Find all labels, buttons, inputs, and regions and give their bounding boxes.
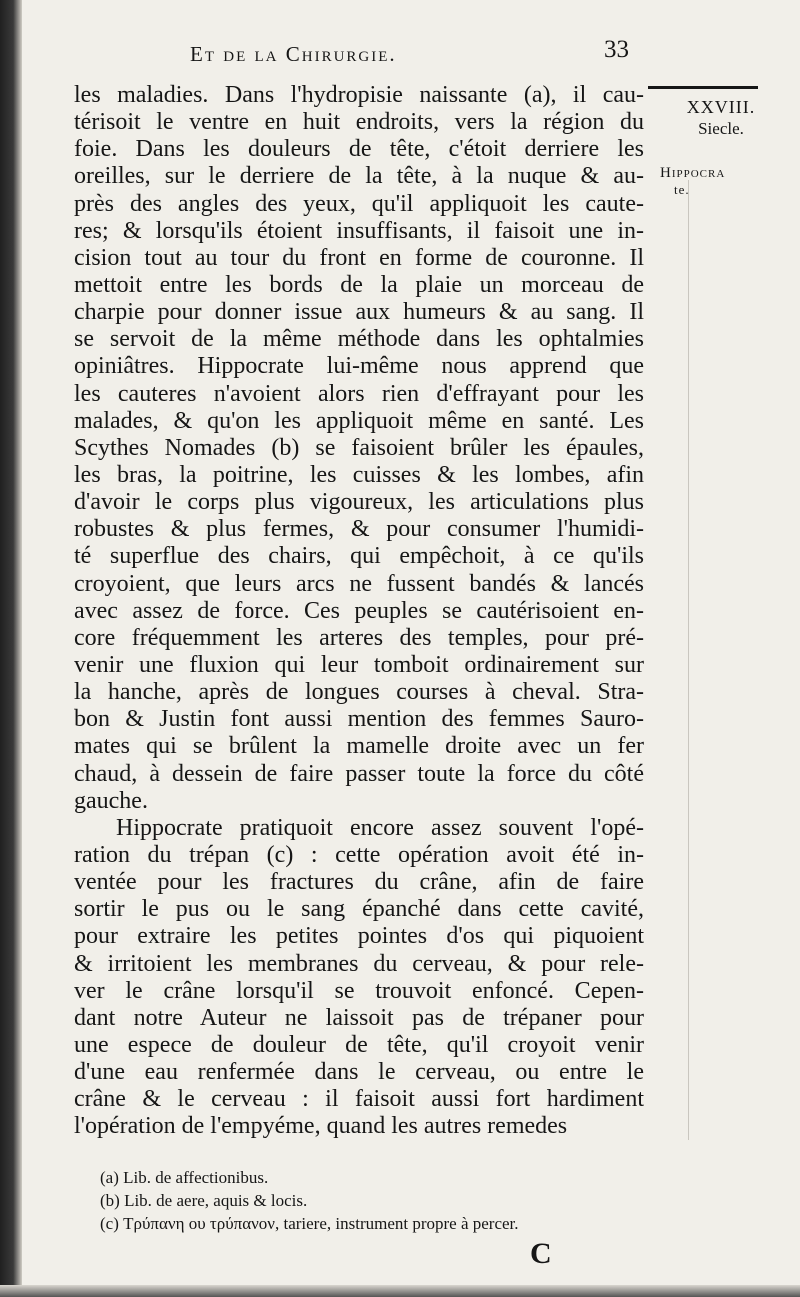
text-line: la hanche, après de longues courses à cheval. Stra- xyxy=(74,679,644,706)
text-line: pour extraire les petites pointes d'os qui piquoient xyxy=(74,923,644,950)
text-line: chaud, à dessein de faire passer toute la force du côté xyxy=(74,760,644,787)
margin-subject: Hippocra xyxy=(660,165,726,181)
text-line: opiniâtres. Hippocrate lui-même nous apprend que xyxy=(74,353,644,380)
body-text xyxy=(74,82,644,1140)
text-line: venir une fluxion qui leur tomboit ordinairement sur xyxy=(74,651,644,678)
text-line: crâne & le cerveau : il faisoit aussi fort hardiment xyxy=(74,1086,644,1113)
text-line: une espece de douleur de tête, qu'il croyoit venir xyxy=(74,1031,644,1058)
text-line: ventée pour les fractures du crâne, afin de faire xyxy=(74,869,644,896)
text-line: ration du trépan (c) : cette opération avoit été in- xyxy=(74,841,644,868)
text-line: près des angles des yeux, qu'il appliquoit les caute- xyxy=(74,190,644,217)
text-line: les maladies. Dans l'hydropisie naissante (a), il cau- xyxy=(74,82,644,108)
page-fold-line xyxy=(688,180,689,1140)
signature-mark: C xyxy=(530,1237,552,1270)
text-line: d'une eau renfermée dans le cerveau, ou entre le xyxy=(74,1059,644,1086)
text-line: bon & Justin font aussi mention des femmes Sauro- xyxy=(74,706,644,733)
running-title: Et de la Chirurgie. xyxy=(190,42,397,66)
margin-century: XXVIII. xyxy=(686,97,756,117)
text-line: les cauteres n'avoient alors rien d'effrayant pour les xyxy=(74,380,644,407)
footnote: (c) Τρύπανη ου τρύπανον, tariere, instrument propre à percer. xyxy=(100,1214,519,1233)
text-line: res; & lorsqu'ils étoient insuffisants, il faisoit une in- xyxy=(74,217,644,244)
margin-rule xyxy=(648,86,758,89)
scan-left-edge xyxy=(0,0,22,1297)
text-line: avec assez de force. Ces peuples se cautérisoient en- xyxy=(74,597,644,624)
text-line: oreilles, sur le derriere de la tête, à la nuque & au- xyxy=(74,163,644,190)
text-line: malades, & qu'on les appliquoit même en santé. Les xyxy=(74,407,644,434)
text-line: Hippocrate pratiquoit encore assez souvent l'opé- xyxy=(116,814,644,841)
text-line: charpie pour donner issue aux humeurs & au sang. Il xyxy=(74,299,644,326)
text-line: core fréquemment les arteres des temples, pour pré- xyxy=(74,624,644,651)
text-line: Scythes Nomades (b) se faisoient brûler les épaules, xyxy=(74,434,644,461)
page-header xyxy=(0,36,800,76)
text-line: térisoit le ventre en huit endroits, vers la région du xyxy=(74,109,644,136)
text-line: dant notre Auteur ne laissoit pas de trépaner pour xyxy=(74,1004,644,1031)
margin-subject-continued: te. xyxy=(674,182,690,197)
text-line: foie. Dans les douleurs de tête, c'étoit derriere les xyxy=(74,136,644,163)
footnote: (a) Lib. de affectionibus. xyxy=(100,1168,269,1187)
text-line: les bras, la poitrine, les cuisses & les lombes, afin xyxy=(74,461,644,488)
margin-siecle: Siecle. xyxy=(698,119,744,138)
text-line: cision tout au tour du front en forme de couronne. Il xyxy=(74,244,644,271)
margin-notes xyxy=(656,96,786,196)
text-line: robustes & plus fermes, & pour consumer l'humidi- xyxy=(74,516,644,543)
text-line: mettoit entre les bords de la plaie un morceau de xyxy=(74,271,644,298)
text-line: se servoit de la même méthode dans les ophtalmies xyxy=(74,326,644,353)
text-line: ver le crâne lorsqu'il se trouvoit enfoncé. Cepen- xyxy=(74,977,644,1004)
footnote: (b) Lib. de aere, aquis & locis. xyxy=(100,1191,308,1210)
text-line: d'avoir le corps plus vigoureux, les articulations plus xyxy=(74,489,644,516)
text-line: croyoient, que leurs arcs ne fussent bandés & lancés xyxy=(74,570,644,597)
text-line: gauche. xyxy=(74,787,148,814)
page-number: 33 xyxy=(604,36,629,63)
text-line: l'opération de l'empyéme, quand les autres remedes xyxy=(74,1113,568,1140)
text-line: & irritoient les membranes du cerveau, & pour rele- xyxy=(74,950,644,977)
text-line: sortir le pus ou le sang épanché dans cette cavité, xyxy=(74,896,644,923)
scan-bottom-edge xyxy=(0,1285,800,1297)
text-line: té superflue des chairs, qui empêchoit, à ce qu'ils xyxy=(74,543,644,570)
footnotes xyxy=(100,1166,660,1235)
text-line: mates qui se brûlent la mamelle droite avec un fer xyxy=(74,733,644,760)
